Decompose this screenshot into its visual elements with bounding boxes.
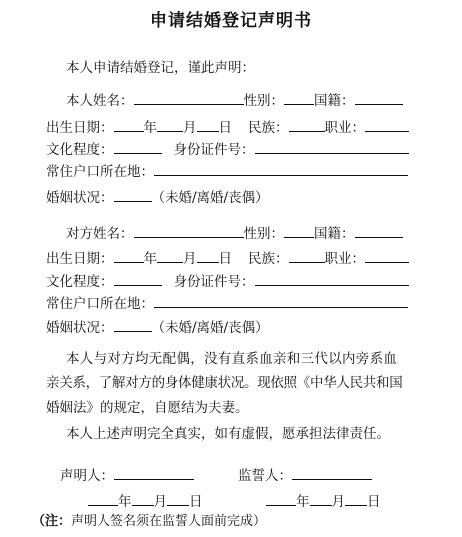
self-ethnicity-label: 民族： [248,120,289,136]
self-gender-label: 性别： [243,93,284,109]
self-day-text: 日 [218,120,232,136]
partner-name-label: 对方姓名： [66,226,134,242]
partner-birth-label: 出生日期： [46,251,114,267]
self-id-field[interactable] [255,140,409,154]
partner-marital-label: 婚姻状况： [46,320,114,336]
declarant-date-month-field[interactable] [132,492,154,506]
supervisor-date-row [266,492,381,510]
partner-occupation-field[interactable] [365,249,409,263]
partner-residence-row [46,294,408,312]
self-nationality-label: 国籍： [314,93,355,109]
self-education-label: 文化程度： [46,142,114,158]
supervisor-signature-field[interactable] [292,466,372,480]
footnote-prefix: （注： [32,514,72,529]
self-residence-label: 常住户口所在地： [46,164,154,180]
partner-education-row [46,272,409,290]
self-residence-field[interactable] [154,162,408,176]
partner-name-field[interactable] [134,224,244,238]
declaration-line-2: 亲关系，了解对方的身体健康状况。现依照《中华人民共和国 [46,375,403,391]
supervisor-label: 监誓人： [238,468,292,484]
supervisor-date-month-text: 月 [331,494,345,510]
self-occupation-field[interactable] [365,118,409,132]
supervisor-date-year-field[interactable] [266,492,296,506]
partner-education-label: 文化程度： [46,274,114,290]
self-marital-row [46,188,269,206]
declaration-line-3: 婚姻法》的规定，自愿结为夫妻。 [46,400,249,416]
self-gender-field[interactable] [284,91,314,105]
partner-birth-row [46,249,409,267]
self-birth-label: 出生日期： [46,120,114,136]
footnote [32,514,266,530]
declarant-date-day-field[interactable] [167,492,189,506]
partner-occupation-label: 职业： [324,251,365,267]
self-month-text: 月 [183,120,197,136]
self-education-row [46,140,409,158]
supervisor-date-month-field[interactable] [310,492,332,506]
partner-ethnicity-label: 民族： [248,251,289,267]
partner-gender-field[interactable] [284,224,314,238]
self-residence-row [46,162,408,180]
self-marital-label: 婚姻状况： [46,190,114,206]
truth-statement: 本人上述声明完全真实，如有虚假，愿承担法律责任。 [66,426,390,442]
intro-text: 本人申请结婚登记，谨此声明： [66,60,255,76]
self-birth-year-field[interactable] [114,118,144,132]
self-occupation-label: 职业： [324,120,365,136]
self-education-field[interactable] [114,140,162,154]
declarant-label: 声明人： [60,468,114,484]
partner-marital-options: （未婚/离婚/丧偶） [151,320,269,336]
partner-month-text: 月 [183,251,197,267]
self-name-label: 本人姓名： [66,93,134,109]
partner-birth-day-field[interactable] [197,249,219,263]
declarant-date-day-text: 日 [189,494,203,510]
partner-nationality-label: 国籍： [314,226,355,242]
supervisor-date-day-field[interactable] [345,492,367,506]
self-year-text: 年 [143,120,157,136]
declarant-date-month-text: 月 [153,494,167,510]
partner-residence-label: 常住户口所在地： [46,296,154,312]
supervisor-date-year-text: 年 [296,494,310,510]
declarant-date-row [88,492,203,510]
self-birth-row [46,118,409,136]
declarant-date-year-text: 年 [118,494,132,510]
declarant-row [60,466,194,484]
partner-marital-row [46,318,269,336]
self-name-row [66,91,403,109]
declarant-signature-field[interactable] [114,466,194,480]
supervisor-row [238,466,372,484]
partner-birth-month-field[interactable] [157,249,183,263]
self-birth-day-field[interactable] [197,118,219,132]
page-title: 申请结婚登记声明书 [150,11,312,31]
partner-id-label: 身份证件号： [173,274,255,290]
partner-ethnicity-field[interactable] [289,249,325,263]
declaration-line-1: 本人与对方均无配偶，没有直系血亲和三代以内旁系血 [66,351,398,367]
partner-name-row [66,224,403,242]
partner-id-field[interactable] [255,272,409,286]
partner-marital-field[interactable] [114,318,152,332]
self-ethnicity-field[interactable] [289,118,325,132]
self-id-label: 身份证件号： [173,142,255,158]
partner-residence-field[interactable] [154,294,408,308]
partner-birth-year-field[interactable] [114,249,144,263]
self-nationality-field[interactable] [355,91,403,105]
partner-education-field[interactable] [114,272,162,286]
footnote-text: 声明人签名须在监誓人面前完成） [71,514,267,529]
self-marital-field[interactable] [114,188,152,202]
partner-nationality-field[interactable] [355,224,403,238]
self-birth-month-field[interactable] [157,118,183,132]
partner-gender-label: 性别： [243,226,284,242]
partner-day-text: 日 [218,251,232,267]
self-name-field[interactable] [134,91,244,105]
supervisor-date-day-text: 日 [367,494,381,510]
declarant-date-year-field[interactable] [88,492,118,506]
self-marital-options: （未婚/离婚/丧偶） [151,190,269,206]
partner-year-text: 年 [143,251,157,267]
